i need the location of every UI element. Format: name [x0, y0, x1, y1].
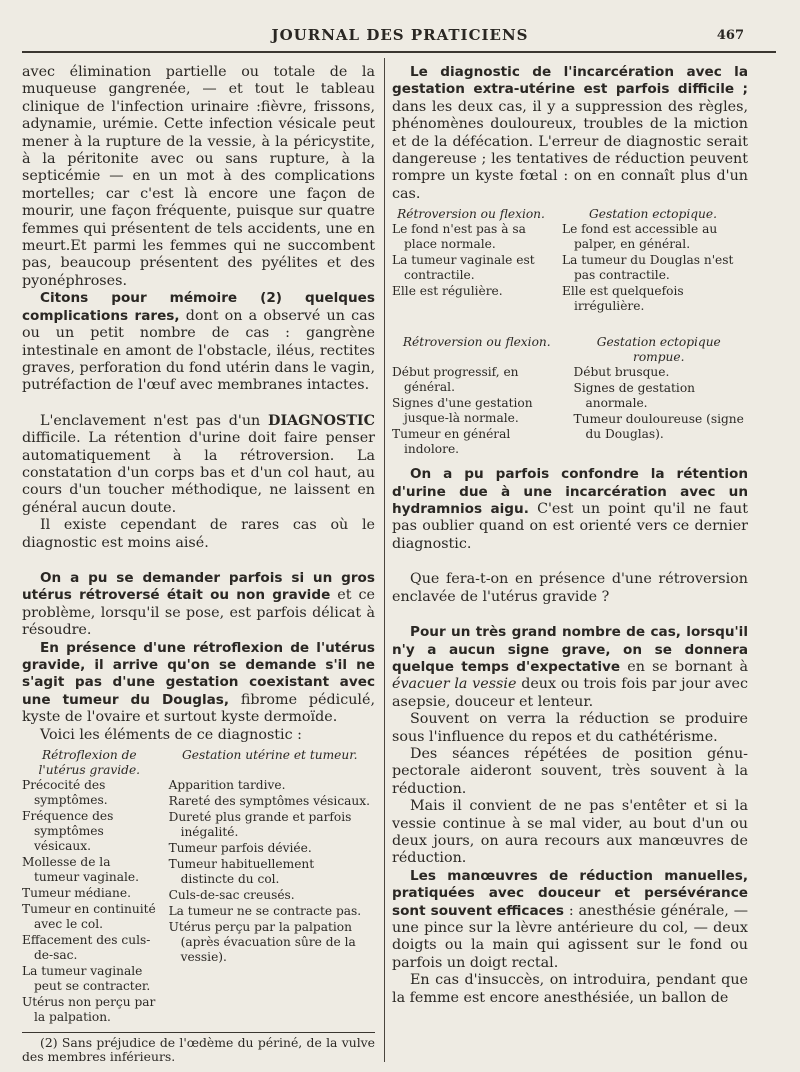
table-column: Le fond est accessible au palper, en général. La tumeur du Douglas n'est pas contractile. Elle est quelquefois irrégulière. [561, 222, 734, 314]
column-divider [384, 58, 385, 1062]
paragraph: Les manœuvres de réduction manuelles, pratiquées avec douceur et persévérance sont souvent efficaces : anesthésie générale, — une pince sur la lèvre antérieure du col, — deux doigts ou la main qui agissent sur le fond ou parfois un doigt rectal. [392, 867, 748, 971]
paragraph: On a pu se demander parfois si un gros utérus rétroversé était ou non gravide et ce problème, lorsqu'il se pose, est parfois délicat à résoudre. [22, 569, 376, 639]
diagnosis-table [22, 748, 375, 1026]
ruptured-ectopic-table [392, 335, 748, 458]
paragraph: En présence d'une rétroflexion de l'utérus gravide, il arrive qu'on se demande s'il ne s'agit pas d'une gestation coexistant avec une tumeur du Douglas, fibrome pédiculé, kyste de l'ovaire et surtout kyste dermoïde. [22, 639, 375, 726]
paragraph: L'enclavement n'est pas d'un DIAGNOSTIC difficile. La rétention d'urine doit faire penser automatiquement à la rétroversion. La constatation d'un corps bas et d'un col haut, au cours d'un toucher méthodique, ne laissent en général aucun doute. [22, 412, 375, 516]
table-header: Gestation ectopique rompue. [596, 335, 721, 365]
footnote-rule [22, 1032, 375, 1033]
table-column: Le fond n'est pas à sa place normale. La tumeur vaginale est contractile. Elle est régulière. [392, 222, 535, 299]
table-header: Gestation ectopique. [589, 207, 717, 222]
journal-title: JOURNAL DES PRATICIENS [271, 26, 529, 44]
table-header: Rétroflexion de l'utérus gravide. [38, 748, 141, 778]
paragraph: En cas d'insuccès, on introduira, pendant que la femme est encore anesthésiée, un ballon de [392, 972, 748, 1006]
paragraph: Pour un très grand nombre de cas, lorsqu'il n'y a aucun signe grave, on se donnera quelque temps d'expectative en se bornant à évacuer la vessie deux ou trois fois par jour avec asepsie, douceur et lenteur. [392, 624, 748, 710]
paragraph: Souvent on verra la réduction se produire sous l'influence du repos et du cathétérisme. [392, 711, 748, 745]
table-header: Rétroversion ou flexion. [397, 207, 545, 222]
table-header: Rétroversion ou flexion. [402, 335, 551, 350]
table-column: Début brusque. Signes de gestation anormale. Tumeur douloureuse (signe du Douglas). [573, 365, 744, 442]
left-column [22, 64, 375, 1064]
paragraph: Le diagnostic de l'incarcération avec la gestation extra-utérine est parfois difficile ; dans les deux cas, il y a suppression des règles, phénomènes douloureux, troubles de la miction et de la défécation. L'erreur de diagnostic serait dangereuse ; les tentatives de réduction peuvent rompre un kyste fœtal : on en connaît plus d'un cas. [392, 64, 748, 202]
paragraph: Il existe cependant de rares cas où le diagnostic est moins aisé. [22, 517, 375, 551]
header-rule [22, 51, 776, 53]
table-column: Début progressif, en général. Signes d'une gestation jusque-là normale. Tumeur en général indolore. [392, 365, 533, 457]
paragraph: Citons pour mémoire (2) quelques complications rares, dont on a observé un cas ou un petit nombre de cas : gangrène intestinale en amont de l'obstacle, iléus, rectites graves, perforation du fond utérin dans le vagin, putréfaction de l'œuf avec membranes intactes. [22, 290, 375, 394]
table-column: Apparition tardive. Rareté des symptômes vésicaux. Dureté plus grande et parfois inégalité. Tumeur parfois déviée. Tumeur habituellement distincte du col. Culs-de-sac creusés. La tumeur ne se contracte pas. Utérus perçu par la palpation (après évacuation sûre de la vessie). [168, 778, 371, 965]
paragraph: Mais il convient de ne pas s'entêter et si la vessie continue à se mal vider, au bout d'un ou deux jours, on aura recours aux manœuvres de réduction. [392, 798, 748, 867]
table-column: Précocité des symptômes. Fréquence des symptômes vésicaux. Mollesse de la tumeur vaginale. Tumeur médiane. Tumeur en continuité avec le col. Effacement des culs-de-sac. La tumeur vaginale peut se contracter. Utérus non perçu par la palpation. [22, 778, 156, 1025]
ectopic-table [392, 207, 748, 315]
paragraph: On a pu parfois confondre la rétention d'urine due à une incarcération avec un hydramnios aigu. C'est un point qu'il ne faut pas oublier quand on est orienté vers ce dernier diagnostic. [392, 466, 748, 552]
right-column [392, 64, 748, 1007]
table-header: Gestation utérine et tumeur. [182, 748, 358, 763]
paragraph: Voici les éléments de ce diagnostic : [40, 726, 302, 743]
page-number: 467 [716, 28, 744, 43]
footnote: (2) Sans préjudice de l'œdème du périné, de la vulve des membres inférieurs. [22, 1035, 375, 1065]
paragraph: Des séances répétées de position génu-pectorale aideront souvent, très souvent à la réduction. [392, 745, 748, 797]
paragraph: Que fera-t-on en présence d'une rétroversion enclavée de l'utérus gravide ? [392, 571, 748, 605]
paragraph: avec élimination partielle ou totale de la muqueuse gangrenée, — et tout le tableau clinique de l'infection urinaire :fièvre, frissons, adynamie, urémie. Cette infection vésicale peut mener à la rupture de la vessie, à la péricystite, à la péritonite avec ou sans rupture, à la septicémie — en un mot à des complications mortelles; car c'est là encore une façon de mourir, une façon fréquente, puisque sur quatre femmes qui présentent de tels accidents, une en meurt.Et parmi les femmes qui ne succombent pas, beaucoup présentent des pyélites et des pyonéphroses. [22, 64, 375, 289]
page-header [0, 26, 800, 54]
